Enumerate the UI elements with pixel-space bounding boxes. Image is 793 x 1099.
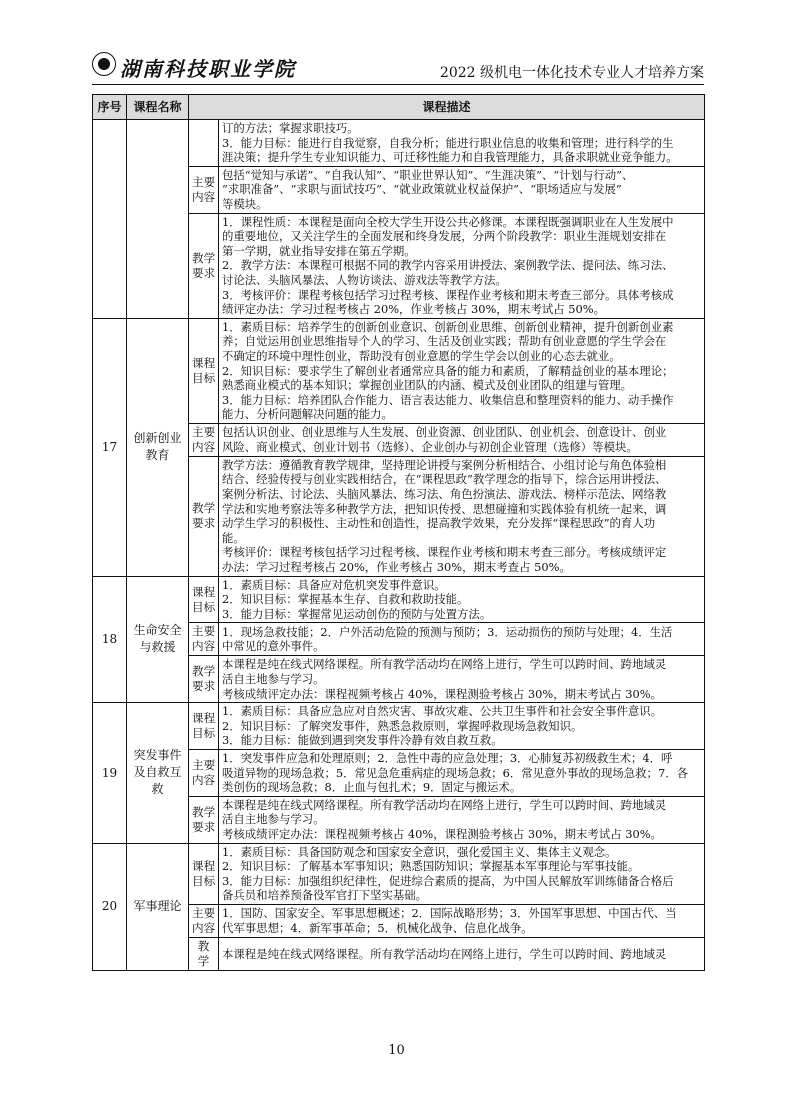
section-label-line: 主要 xyxy=(192,624,215,639)
section-label xyxy=(189,656,219,703)
description-line: 本课程是纯在线式网络课程。所有教学活动均在网络上进行，学生可以跨时间、跨地域灵 xyxy=(222,657,667,672)
course-number xyxy=(93,120,127,319)
section-description xyxy=(219,213,705,318)
section-description xyxy=(219,656,705,703)
section-label xyxy=(189,213,219,318)
section-label xyxy=(189,843,219,904)
table-row xyxy=(93,120,705,167)
description-line: 案例分析法、讨论法、头脑风暴法、练习法、角色扮演法、游戏法、榜样示范法、网络教 xyxy=(222,487,667,502)
section-label-line: 课程 xyxy=(192,711,215,726)
description-line: 考核成绩评定办法：课程视频考核占 40%，课程测验考核占 30%，期末考试占 30%。 xyxy=(222,826,662,841)
section-label-line: 目标 xyxy=(192,726,215,741)
table-header-row xyxy=(93,95,705,120)
description-line: “求职准备”、“求职与面试技巧”、“就业政策就业权益保护”、“职场适应与发展” xyxy=(222,182,622,197)
section-description xyxy=(219,904,705,937)
description-line: 绩评定办法：学习过程考核占 20%，作业考核占 30%，期末考试占 50%。 xyxy=(222,302,605,317)
description-line: 风险、商业模式、创业计划书（选修）、企业创办与初创企业管理（选修）等模块。 xyxy=(222,439,638,454)
section-label-line: 主要 xyxy=(192,424,215,439)
description-line: 结合、经验传授与创业实践相结合，在“课程思政”教学理念的指导下，综合运用讲授法、 xyxy=(222,472,667,487)
description-line: 办法：学习过程考核占 20%，作业考核占 30%，期末考查占 50%。 xyxy=(222,560,571,575)
description-line: 熟悉商业模式的基本知识；掌握创业团队的内涵、模式及创业团队的组建与管理。 xyxy=(222,378,633,393)
course-name: 军事理论 xyxy=(127,843,189,970)
course-name xyxy=(127,120,189,319)
section-label-line: 主要 xyxy=(192,757,215,772)
section-label xyxy=(189,703,219,750)
description-line: 教学方法：遵循教育教学规律，坚持理论讲授与案例分析相结合、小组讨论与角色体验相 xyxy=(222,457,667,472)
school-logo-icon xyxy=(92,52,116,76)
section-description xyxy=(219,703,705,750)
description-line: 包括“觉知与承诺”、“自我认知”、“职业世界认知”、“生涯决策”、“计划与行动”、 xyxy=(222,167,634,182)
table-row xyxy=(93,703,705,750)
table-row xyxy=(93,576,705,623)
description-line: 中常见的意外事件。 xyxy=(222,639,325,654)
section-label-line: 内容 xyxy=(192,189,215,204)
description-line: 能。 xyxy=(222,530,245,545)
description-line: 涯决策；提升学生专业知识能力、可迁移性能力和自我管理能力，具备求职就业竞争能力。 xyxy=(222,150,678,165)
section-label: 教学 xyxy=(189,937,219,970)
description-line: 3．能力目标：能做到遇到突发事件冷静有效自救互救。 xyxy=(222,733,503,748)
description-line: 3．能力目标：能进行自我觉察，自我分析；能进行职业信息的收集和管理；进行科学的生 xyxy=(222,135,674,150)
section-label xyxy=(189,904,219,937)
course-number: 18 xyxy=(93,576,127,703)
section-label-line: 要求 xyxy=(192,516,215,531)
description-line: 活自主地参与学习。 xyxy=(222,672,325,686)
header-course-description: 课程描述 xyxy=(189,95,705,120)
course-number: 20 xyxy=(93,843,127,970)
description-line: 1．国防、国家安全、军事思想概述；2．国际战略形势；3．外国军事思想、中国古代、当 xyxy=(222,906,677,921)
description-line: 考核成绩评定办法：课程视频考核占 40%，课程测验考核占 30%，期末考试占 30%。 xyxy=(222,686,662,701)
description-line: 订的方法；掌握求职技巧。 xyxy=(222,121,359,135)
section-description xyxy=(219,576,705,623)
header-number: 序号 xyxy=(93,95,127,120)
description-line: 吸道异物的现场急救；5．常见急危重病症的现场急救；6．常见意外事故的现场急救；7．各 xyxy=(222,765,688,780)
description-line: 讨论法、头脑风暴法、人物访谈法、游戏法等教学方法。 xyxy=(222,272,507,287)
section-label xyxy=(189,623,219,656)
section-description xyxy=(219,318,705,423)
school-name: 湖南科技职业学院 xyxy=(120,57,296,81)
section-label-line: 要求 xyxy=(192,679,215,694)
section-label-line: 要求 xyxy=(192,819,215,834)
description-line: 等模块。 xyxy=(222,196,268,211)
section-label xyxy=(189,166,219,213)
description-line: 活自主地参与学习。 xyxy=(222,812,325,827)
description-line: 的重要地位，又关注学生的全面发展和终身发展，分两个阶段教学：职业生涯规划安排在 xyxy=(222,229,667,244)
description-line: 3．能力目标：掌握常见运动创伤的预防与处置方法。 xyxy=(222,606,492,621)
section-description xyxy=(219,937,705,970)
description-line: 1．现场急救技能；2．户外活动危险的预测与预防；3．运动损伤的预防与处理；4．生活 xyxy=(222,624,673,639)
section-label-line: 主要 xyxy=(192,174,215,189)
page-number: 10 xyxy=(388,1043,405,1058)
section-label xyxy=(189,423,219,456)
section-label-line: 主要 xyxy=(192,905,215,920)
description-line: 考核评价：课程考核包括学习过程考核、课程作业考核和期末考查三部分。考核成绩评定 xyxy=(222,545,667,560)
section-description xyxy=(219,796,705,843)
description-line: 2．知识目标：了解基本军事知识；熟悉国防知识；掌握基本军事理论与军事技能。 xyxy=(222,859,640,874)
section-label-line: 教学 xyxy=(192,501,215,516)
section-description xyxy=(219,120,705,167)
header-divider xyxy=(92,84,704,85)
description-line: 包括认识创业、创业思维与人生发展、创业资源、创业团队、创业机会、创意设计、创业 xyxy=(222,425,667,440)
course-name: 创新创业教育 xyxy=(127,318,189,576)
description-line: 本课程是纯在线式网络课程。所有教学活动均在网络上进行，学生可以跨时间、跨地域灵 xyxy=(222,946,667,961)
section-label-line: 目标 xyxy=(192,873,215,888)
section-label-line: 课程 xyxy=(192,858,215,873)
description-line: 1．素质目标：具备应对危机突发事件意识。 xyxy=(222,577,446,592)
description-line: 不确定的环境中理性创业，帮助没有创业意愿的学生学会以创业的心态去就业。 xyxy=(222,348,621,363)
description-line: 1．素质目标：培养学生的创新创业意识、创新创业思维、创新创业精神，提升创新创业素 xyxy=(222,319,674,334)
description-line: 1．课程性质：本课程是面向全校大学生开设公共必修课。本课程既强调职业在人生发展中 xyxy=(222,214,674,229)
section-label xyxy=(189,120,219,167)
description-line: 养；自觉运用创业思维指导个人的学习、生活及创业实践；帮助有创业意愿的学生学会在 xyxy=(222,334,667,349)
description-line: 3．考核评价：课程考核包括学习过程考核、课程作业考核和期末考查三部分。具体考核成 xyxy=(222,287,674,302)
section-label xyxy=(189,576,219,623)
section-label-line: 教学 xyxy=(192,804,215,819)
section-label xyxy=(189,318,219,423)
description-line: 1．突发事件应急和处理原则；2．急性中毒的应急处理；3．心肺复苏初级救生术；4．呼 xyxy=(222,750,673,765)
description-line: 1．素质目标：具备国防观念和国家安全意识，强化爱国主义、集体主义观念。 xyxy=(222,844,617,859)
course-name: 突发事件及自救互救 xyxy=(127,703,189,843)
section-label-line: 课程 xyxy=(192,584,215,599)
table-row xyxy=(93,843,705,904)
section-description xyxy=(219,749,705,796)
course-name: 生命安全与救援 xyxy=(127,576,189,703)
section-description xyxy=(219,166,705,213)
section-label xyxy=(189,796,219,843)
description-line: 代军事思想；4．新军事革命；5．机械化战争、信息化战争。 xyxy=(222,920,533,935)
section-description xyxy=(219,843,705,904)
section-label xyxy=(189,456,219,576)
section-description xyxy=(219,456,705,576)
course-number: 19 xyxy=(93,703,127,843)
document-title: 2022 级机电一体化技术专业人才培养方案 xyxy=(439,65,704,81)
section-label-line: 目标 xyxy=(192,599,215,614)
description-line: 本课程是纯在线式网络课程。所有教学活动均在网络上进行，学生可以跨时间、跨地域灵 xyxy=(222,797,667,812)
section-description xyxy=(219,423,705,456)
course-number: 17 xyxy=(93,318,127,576)
description-line: 3．能力目标：加强组织纪律性，促进综合素质的提高，为中国人民解放军训练储备合格后 xyxy=(222,873,674,888)
page-header xyxy=(92,52,704,86)
section-label-line: 教学 xyxy=(192,664,215,679)
description-line: 类创伤的现场急救；8．止血与包扎术；9．固定与搬运术。 xyxy=(222,780,522,795)
description-line: 能力、分析问题解决问题的能力。 xyxy=(222,407,393,422)
description-line: 3．能力目标：培养团队合作能力、语言表达能力、收集信息和整理资料的能力、动手操作 xyxy=(222,392,674,407)
section-label-line: 要求 xyxy=(192,265,215,280)
description-line: 学法和实地考察法等多种教学方法，把知识传授、思想碰撞和实践体验有机统一起来，调 xyxy=(222,501,667,516)
description-line: 2．知识目标：了解突发事件，熟悉急救原则，掌握呼救现场急救知识。 xyxy=(222,718,583,733)
description-line: 1．素质目标：具备应急应对自然灾害、事故灾难、公共卫生事件和社会安全事件意识。 xyxy=(222,704,663,719)
section-label-line: 内容 xyxy=(192,439,215,454)
section-label-line: 教学 xyxy=(192,250,215,265)
section-label-line: 内容 xyxy=(192,920,215,935)
description-line: 2．知识目标：掌握基本生存、自救和救助技能。 xyxy=(222,592,469,607)
course-table xyxy=(92,94,705,971)
description-line: 2．教学方法：本课程可根据不同的教学内容采用讲授法、案例教学法、提问法、练习法、 xyxy=(222,258,674,273)
description-line: 2．知识目标：要求学生了解创业者通常应具备的能力和素质，了解精益创业的基本理论； xyxy=(222,363,674,378)
description-line: 动学生学习的积极性、主动性和创造性，提高教学效果，充分发挥“课程思政”的育人功 xyxy=(222,516,656,531)
section-label xyxy=(189,749,219,796)
section-label-line: 目标 xyxy=(192,370,215,385)
section-label-line: 内容 xyxy=(192,772,215,787)
section-description xyxy=(219,623,705,656)
table-row xyxy=(93,318,705,423)
section-label-line: 课程 xyxy=(192,355,215,370)
description-line: 第一学期，就业指导安排在第五学期。 xyxy=(222,243,416,258)
header-course-name: 课程名称 xyxy=(127,95,189,120)
section-label-line: 内容 xyxy=(192,639,215,654)
description-line: 备兵员和培养预备役军官打下坚实基础。 xyxy=(222,888,428,903)
